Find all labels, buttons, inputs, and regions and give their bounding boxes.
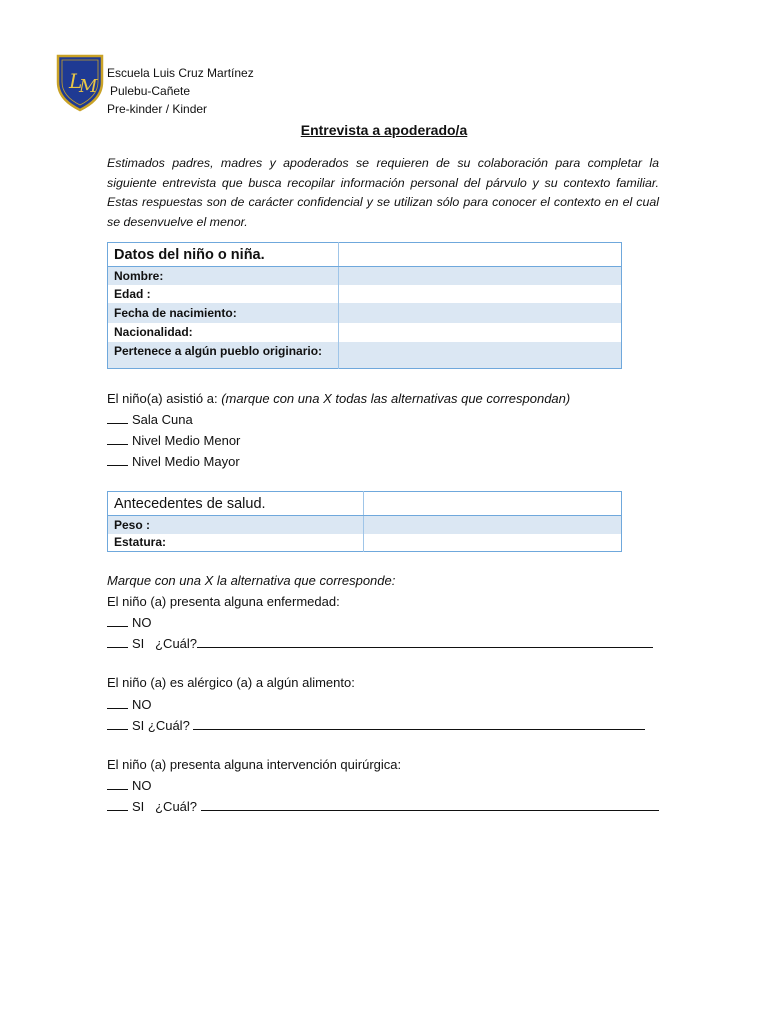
school-level: Pre-kinder / Kinder (107, 102, 208, 116)
child-table-heading-blank (339, 243, 622, 267)
health-question: El niño (a) es alérgico (a) a algún alimento: (107, 675, 355, 690)
health-field-label: Estatura: (114, 535, 167, 550)
answer-si-label: SI ¿Cuál? (132, 636, 198, 651)
health-field-label: Peso : (108, 516, 364, 534)
child-field-input[interactable] (339, 303, 622, 323)
child-field-label: Nombre: (108, 267, 339, 285)
attendance-option[interactable] (107, 453, 240, 469)
checkbox-blank[interactable] (107, 453, 128, 466)
option-label: Nivel Medio Mayor (132, 454, 240, 469)
health-table-heading: Antecedentes de salud. (108, 492, 364, 516)
child-field-label: Pertenece a algún pueblo originario: (108, 342, 339, 369)
attendance-option[interactable] (107, 411, 193, 427)
svg-text:M: M (79, 76, 98, 97)
checkbox-blank[interactable] (107, 635, 128, 648)
school-location: Pulebu-Cañete (110, 84, 191, 98)
child-field-label: Fecha de nacimiento: (108, 303, 339, 323)
child-table-heading: Datos del niño o niña. (108, 243, 339, 267)
answer-si-label: SI ¿Cuál? (132, 718, 190, 733)
school-name: Escuela Luis Cruz Martínez (107, 66, 254, 80)
checkbox-blank[interactable] (107, 411, 128, 424)
answer-si[interactable] (107, 798, 659, 814)
health-instruction-text: Marque con una X la alternativa que corresponde: (107, 573, 396, 588)
checkbox-blank[interactable] (107, 432, 128, 445)
attendance-question-prefix: El niño(a) asistió a: (107, 391, 218, 406)
answer-line[interactable] (197, 635, 653, 648)
school-header (107, 64, 254, 118)
intro-paragraph: Estimados padres, madres y apoderados se requieren de su colaboración para completar la siguiente entrevista que busca recopilar información personal del párvulo y su contexto familiar. Estas respuestas son de carácter confidencial y se utilizan sólo para conocer el contexto en el cual se desenvuelve el menor. (107, 156, 659, 229)
svg-text:L: L (69, 69, 83, 93)
page-title: Entrevista a apoderado/a (300, 122, 468, 138)
child-field-label: Edad : (114, 286, 151, 301)
checkbox-blank[interactable] (107, 777, 128, 790)
child-data-table (107, 242, 622, 369)
answer-si[interactable] (107, 635, 653, 651)
attendance-question-note: (marque con una X todas las alternativas que correspondan) (221, 391, 571, 406)
option-label: Sala Cuna (132, 412, 193, 427)
answer-line[interactable] (193, 717, 645, 730)
attendance-option[interactable] (107, 432, 240, 448)
health-question: El niño (a) presenta alguna intervención quirúrgica: (107, 757, 402, 772)
child-field-label: Nacionalidad: (114, 325, 193, 339)
answer-si[interactable] (107, 717, 645, 733)
health-field-input[interactable] (364, 516, 622, 534)
child-field-input[interactable] (339, 267, 622, 285)
option-label: Nivel Medio Menor (132, 433, 241, 448)
child-field-input[interactable] (339, 323, 622, 342)
health-data-table (107, 491, 622, 552)
health-field-input[interactable] (364, 534, 622, 552)
checkbox-blank[interactable] (107, 614, 128, 627)
answer-no[interactable] (107, 614, 152, 630)
answer-no-label: NO (132, 697, 152, 712)
answer-no[interactable] (107, 696, 152, 712)
school-crest-icon (55, 52, 105, 112)
attendance-question (107, 391, 570, 406)
answer-no-label: NO (132, 615, 152, 630)
child-field-input[interactable] (339, 342, 622, 369)
health-table-heading-blank (364, 492, 622, 516)
checkbox-blank[interactable] (107, 696, 128, 709)
health-question: El niño (a) presenta alguna enfermedad: (107, 594, 340, 609)
child-field-input[interactable] (339, 285, 622, 303)
answer-no[interactable] (107, 777, 152, 793)
answer-line[interactable] (201, 798, 659, 811)
checkbox-blank[interactable] (107, 717, 128, 730)
answer-si-label: SI ¿Cuál? (132, 799, 198, 814)
checkbox-blank[interactable] (107, 798, 128, 811)
health-instruction (107, 573, 395, 588)
answer-no-label: NO (132, 778, 152, 793)
